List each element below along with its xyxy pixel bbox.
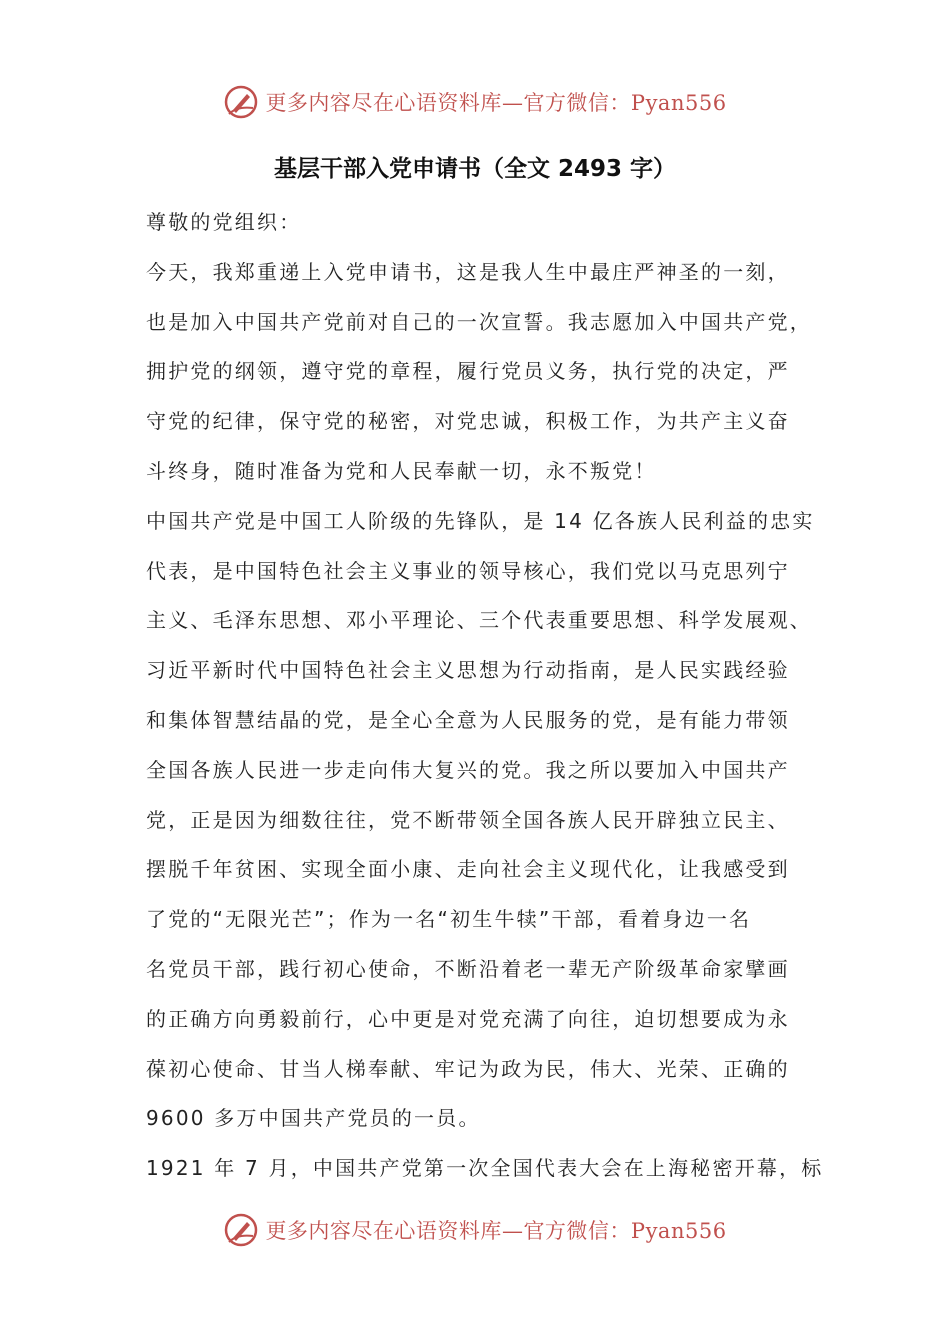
header-banner — [0, 84, 950, 120]
footer-banner — [0, 1212, 950, 1248]
body-line: 名党员干部，践行初心使命，不断沿着老一辈无产阶级革命家擘画 — [146, 956, 790, 981]
body-line: 1921 年 7 月，中国共产党第一次全国代表大会在上海秘密开幕，标 — [146, 1156, 824, 1181]
body-line: 中国共产党是中国工人阶级的先锋队，是 14 亿各族人民利益的忠实 — [146, 508, 815, 533]
body-line: 的正确方向勇毅前行，心中更是对党充满了向往，迫切想要成为永 — [146, 1006, 790, 1031]
body-line: 尊敬的党组织： — [146, 210, 302, 234]
body-line: 全国各族人民进一步走向伟大复兴的党。我之所以要加入中国共产 — [146, 757, 790, 782]
body-line: 了党的“无限光芒”；作为一名“初生牛犊”干部，看着身边一名 — [146, 907, 752, 932]
body-line: 也是加入中国共产党前对自己的一次宣誓。我志愿加入中国共产党， — [146, 309, 812, 334]
pen-logo-icon — [223, 1212, 259, 1248]
body-line: 9600 多万中国共产党员的一员。 — [146, 1106, 481, 1131]
body-line: 摆脱千年贫困、实现全面小康、走向社会主义现代化，让我感受到 — [146, 857, 790, 882]
pen-logo-icon — [223, 84, 259, 120]
body-line: 守党的纪律，保守党的秘密，对党忠诚，积极工作，为共产主义奋 — [146, 409, 790, 434]
body-line: 拥护党的纲领，遵守党的章程，履行党员义务，执行党的决定，严 — [146, 359, 790, 384]
document-body — [146, 198, 824, 1194]
footer-banner-text: 更多内容尽在心语资料库—官方微信：Pyan556 — [265, 1219, 727, 1243]
body-line: 今天，我郑重递上入党申请书，这是我人生中最庄严神圣的一刻， — [146, 259, 790, 284]
body-line: 习近平新时代中国特色社会主义思想为行动指南，是人民实践经验 — [146, 658, 790, 683]
body-line: 代表，是中国特色社会主义事业的领导核心，我们党以马克思列宁 — [146, 558, 790, 583]
body-line: 主义、毛泽东思想、邓小平理论、三个代表重要思想、科学发展观、 — [146, 608, 812, 633]
body-line: 党，正是因为细数往往，党不断带领全国各族人民开辟独立民主、 — [146, 807, 790, 832]
body-line: 斗终身，随时准备为党和人民奉献一切，永不叛党！ — [146, 458, 657, 483]
header-banner-text: 更多内容尽在心语资料库—官方微信：Pyan556 — [265, 91, 727, 115]
body-line: 和集体智慧结晶的党，是全心全意为人民服务的党，是有能力带领 — [146, 707, 790, 732]
body-line: 葆初心使命、甘当人梯奉献、牢记为政为民，伟大、光荣、正确的 — [146, 1056, 790, 1081]
document-title: 基层干部入党申请书（全文 2493 字） — [273, 156, 677, 182]
